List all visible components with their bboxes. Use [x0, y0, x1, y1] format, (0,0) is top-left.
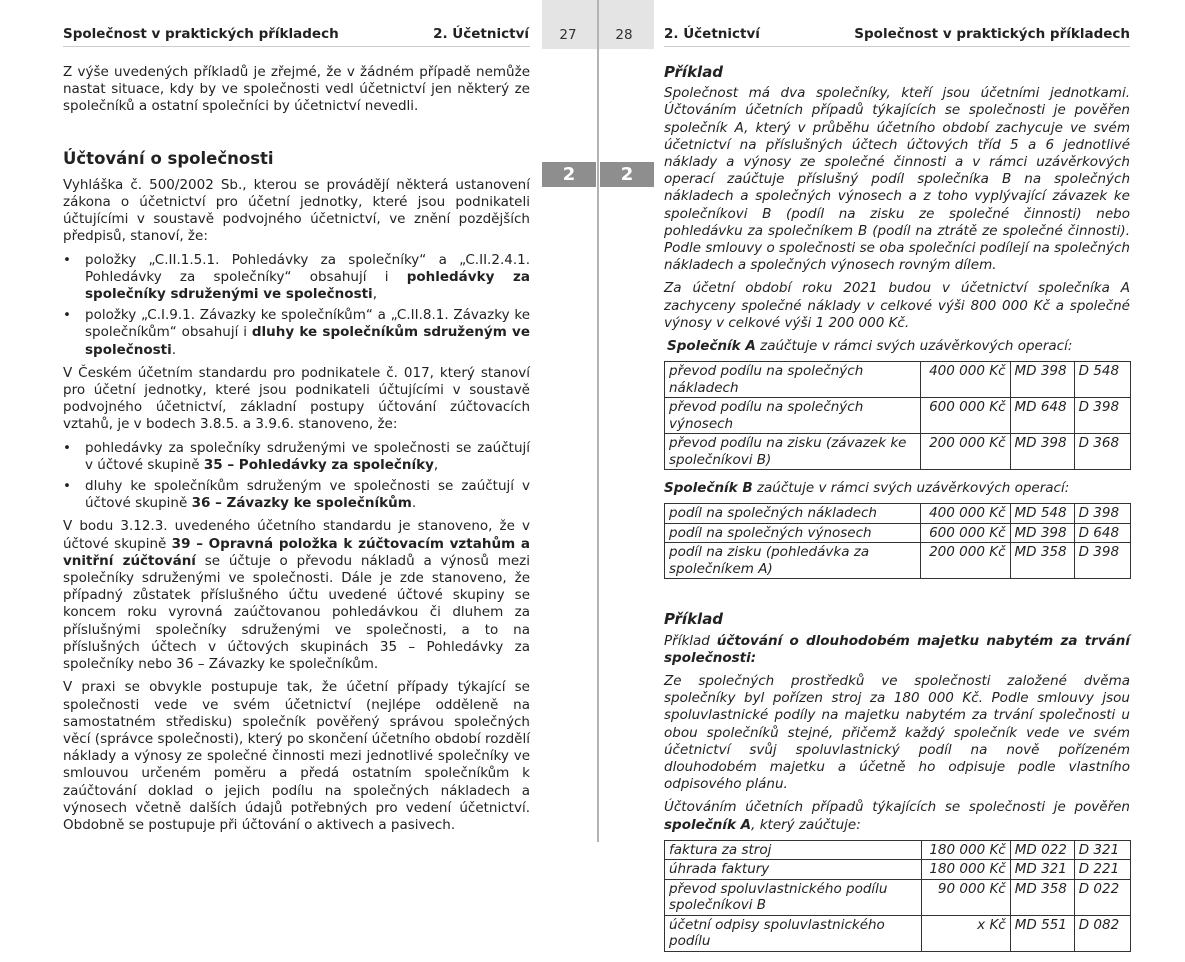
entry-amount: 600 000 Kč [921, 523, 1010, 543]
debit-account: MD 548 [1010, 504, 1074, 524]
table-row [665, 523, 1131, 543]
example-paragraph: Ze společných prostředků ve společnosti založené dvěma společníky byl pořízen stroj za 180 000 Kč. Podle smlouvy jsou spoluvlastnické podíly na majetku nabytém za trvání společnosti u obou společníků stejné, přičemž každý společník vede ve svém účetnictví svůj spoluvlastnický podíl na nově pořízeném dlouhodobém majetku a účetně ho odpisuje podle vlastního odpisového plánu. [664, 673, 1130, 793]
debit-account: MD 358 [1010, 879, 1074, 915]
left-running-chapter: 2. Účetnictví [433, 26, 529, 42]
table-row [665, 434, 1131, 470]
debit-account: MD 398 [1010, 362, 1074, 398]
table-row [665, 362, 1131, 398]
debit-account: MD 022 [1010, 840, 1074, 860]
example-paragraph: Účtováním účetních případů týkajících se společnosti je pověřen společník A, který zaúčtuje: [664, 799, 1130, 833]
right-running-chapter: 2. Účetnictví [664, 26, 760, 42]
left-header-rule [63, 46, 530, 47]
table-caption: Společník B zaúčtuje v rámci svých uzávěrkových operací: [664, 480, 1070, 497]
entry-amount: 200 000 Kč [921, 543, 1010, 579]
list-item: • položky „C.I.9.1. Závazky ke společníkům“ a „C.II.8.1. Závazky ke společníkům“ obsahují i dluhy ke společníkům sdruženým ve společnosti. [63, 307, 530, 359]
standard-paragraph: V Českém účetním standardu pro podnikatele č. 017, který stanoví pro účetní jednotky, které jsou podnikateli účtujícími v soustavě podvojného účetnictví, základní postupy účtování zúčtovacích vztahů, je v bodech 3.8.5. a 3.9.6. stanoveno, že: [63, 364, 530, 433]
list-item: • pohledávky za společníky sdruženými ve společnosti se zaúčtují v účtové skupině 35 – Pohledávky za společníky, [63, 440, 530, 474]
entries-table-partner-b [664, 503, 1131, 579]
entry-amount: 400 000 Kč [921, 504, 1010, 524]
clearing-paragraph: V bodu 3.12.3. uvedeného účetního standardu je stanoveno, že v účtové skupině 39 – Opravná položka k zúčtovacím vztahům a vnitřní zúčtování se účtuje o převodu nákladů a výnosů mezi společníky sdruženými ve společnosti. Dále je zde stanoveno, že případný zůstatek příslušného účtu uvedené účtové skupiny se koncem roku vyrovná zaúčtovanou pohledávkou či dluhem za příslušnými společníky sdruženými ve společnosti, a to na příslušných účtech v účtových skupinách 35 – Pohledávky za společníky nebo 36 – Závazky ke společníkům. [63, 518, 530, 673]
entry-description: účetní odpisy spoluvlastnického podílu [665, 915, 922, 951]
debit-account: MD 358 [1010, 543, 1074, 579]
credit-account: D 398 [1074, 543, 1130, 579]
table-row [665, 915, 1131, 951]
entry-amount: 180 000 Kč [921, 860, 1010, 880]
table-row [665, 398, 1131, 434]
entry-amount: 180 000 Kč [921, 840, 1010, 860]
entry-description: faktura za stroj [665, 840, 922, 860]
credit-account: D 398 [1074, 504, 1130, 524]
decree-list [63, 252, 530, 359]
debit-account: MD 321 [1010, 860, 1074, 880]
credit-account: D 368 [1074, 434, 1130, 470]
example-paragraph: Za účetní období roku 2021 budou v účetnictví společníka A zachyceny společné náklady v celkové výši 800 000 Kč a společné výnosy v celkové výši 1 200 000 Kč. [664, 280, 1130, 331]
entries-table-fixed-asset [664, 840, 1131, 952]
right-page-body [664, 64, 1130, 962]
example-title: Příklad [664, 63, 724, 81]
list-item: • dluhy ke společníkům sdruženým ve společnosti se zaúčtují v účtové skupině 36 – Závazky ke společníkům. [63, 478, 530, 512]
debit-account: MD 398 [1010, 434, 1074, 470]
entry-description: podíl na společných výnosech [665, 523, 921, 543]
credit-account: D 022 [1074, 879, 1130, 915]
credit-account: D 321 [1074, 840, 1130, 860]
entry-amount: x Kč [921, 915, 1010, 951]
example-title: Příklad [664, 610, 724, 629]
page-gutter [542, 0, 654, 842]
intro-paragraph: Z výše uvedených příkladů je zřejmé, že v žádném případě nemůže nastat situace, kdy by ve společnosti vedl účetnictví jen některý ze společníků a ostatní společníci by účetnictví nevedli. [63, 64, 530, 115]
left-running-title: Společnost v praktických příkladech [63, 26, 339, 42]
chapter-marker-right: 2 [600, 162, 654, 187]
page-number-left: 27 [559, 27, 577, 43]
entries-table-partner-a [664, 361, 1131, 470]
table-row [665, 504, 1131, 524]
entry-description: převod podílu na společných nákladech [665, 362, 921, 398]
entry-description: převod podílu na zisku (závazek ke společníkovi B) [665, 434, 921, 470]
example-paragraph: Společnost má dva společníky, kteří jsou účetními jednotkami. Účtováním účetních případů týkajících se společnosti je pověřen společník A, který v průběhu účetního období zachycuje ve svém účetnictví na příslušných účtech účtových tříd 5 a 6 jednotlivé náklady a výnosy ze společné činnosti a v rámci uzávěrkových operací zaúčtuje příslušný podíl společníka B na společných nákladech a společných výnosech a z toho vyplývající závazek ke společníkovi B (podíl na zisku ze společné činnosti) nebo pohledávku za společníkem B (podíl na ztrátě ze společné činnosti). Podle smlouvy o společnosti se oba společníci podílejí na společných nákladech a společných výnosech rovným dílem. [664, 85, 1130, 274]
table-row [665, 840, 1131, 860]
debit-account: MD 648 [1010, 398, 1074, 434]
credit-account: D 082 [1074, 915, 1130, 951]
table-caption: Společník A zaúčtuje v rámci svých uzávěrkových operací: [667, 338, 1073, 355]
entry-amount: 600 000 Kč [921, 398, 1010, 434]
left-page-body [63, 64, 530, 840]
credit-account: D 221 [1074, 860, 1130, 880]
entry-description: podíl na společných nákladech [665, 504, 921, 524]
decree-paragraph: Vyhláška č. 500/2002 Sb., kterou se provádějí některá ustanovení zákona o účetnictví pro účetní jednotky, které jsou podnikateli účtujícími v soustavě podvojného účetnictví, ve znění pozdějších předpisů, stanoví, že: [63, 176, 530, 245]
credit-account: D 548 [1074, 362, 1130, 398]
entry-amount: 200 000 Kč [921, 434, 1010, 470]
entry-description: úhrada faktury [665, 860, 922, 880]
debit-account: MD 398 [1010, 523, 1074, 543]
example-subtitle: Příklad účtování o dlouhodobém majetku nabytém za trvání společnosti: [664, 632, 1130, 666]
section-heading: Účtování o společnosti [63, 148, 274, 168]
practice-paragraph: V praxi se obvykle postupuje tak, že účetní případy týkající se společnosti vede ve svém účetnictví (nejlépe odděleně na samostatném středisku) společník pověřený správou společných věcí (správce společnosti), který po skončení účetního období rozdělí náklady a výnosy ze společné činnosti mezi jednotlivé společníky ve smlouvou určeném poměru a předá ostatním společníkům k zaúčtování doklad o jejich podílu na společných nákladech a výnosech včetně dalších údajů potřebných pro vedení účetnictví. Obdobně se postupuje při účtování o aktivech a pasivech. [63, 679, 530, 833]
entry-description: převod spoluvlastnického podílu společníkovi B [665, 879, 922, 915]
standard-list [63, 440, 530, 513]
table-row [665, 879, 1131, 915]
list-item: • položky „C.II.1.5.1. Pohledávky za společníky“ a „C.II.2.4.1. Pohledávky za společníky“ obsahují i pohledávky za společníky sdruženými ve společnosti, [63, 252, 530, 304]
right-running-title: Společnost v praktických příkladech [854, 26, 1130, 42]
entry-amount: 90 000 Kč [921, 879, 1010, 915]
table-row [665, 543, 1131, 579]
entry-description: podíl na zisku (pohledávka za společníkem A) [665, 543, 921, 579]
credit-account: D 398 [1074, 398, 1130, 434]
entry-description: převod podílu na společných výnosech [665, 398, 921, 434]
table-row [665, 860, 1131, 880]
debit-account: MD 551 [1010, 915, 1074, 951]
right-header-rule [664, 46, 1130, 47]
entry-amount: 400 000 Kč [921, 362, 1010, 398]
page-fold-line [597, 0, 599, 842]
chapter-marker-left: 2 [542, 162, 596, 187]
page-number-right: 28 [615, 27, 633, 43]
credit-account: D 648 [1074, 523, 1130, 543]
